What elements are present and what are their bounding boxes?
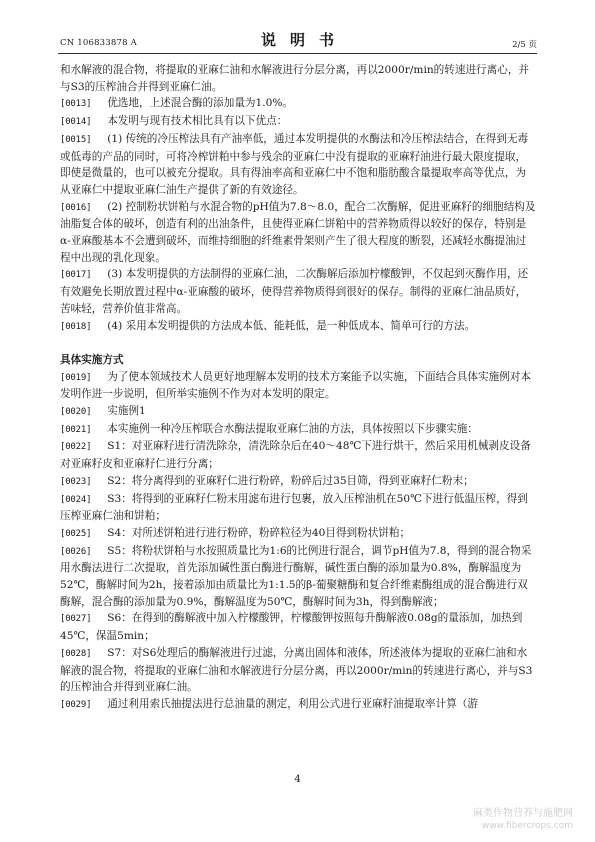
- paragraph-number: [0020]: [60, 407, 92, 418]
- document-title: 说明书: [260, 31, 348, 49]
- paragraph-text: 本实施例一种冷压榨联合水酶法提取亚麻仁油的方法，具体按照以下步骤实施：: [107, 422, 478, 435]
- paragraph: [60, 266, 536, 317]
- paragraph-text: S3：将得到的亚麻籽仁粉末用滤布进行包裹，放入压榨油机在50℃下进行低温压榨，得到压榨亚麻仁油和饼粕；: [60, 492, 528, 523]
- paragraph-number: [0021]: [60, 424, 92, 435]
- paragraph: [60, 95, 536, 113]
- paragraph: [60, 403, 536, 421]
- paragraph: [60, 610, 536, 644]
- paragraph-number: [0027]: [60, 614, 92, 625]
- paragraph: [60, 645, 536, 696]
- paragraph-text: 为了使本领域技术人员更好地理解本发明的技术方案能予以实施，下面结合具体实施例对本发明作进一步说明，但所举实施例不作为对本发明的限定。: [60, 370, 531, 401]
- paragraph-number: [0014]: [60, 117, 92, 128]
- paragraph: [60, 113, 536, 131]
- paragraph-number: [0023]: [60, 476, 92, 487]
- paragraph: [60, 438, 536, 472]
- paragraph-number: [0026]: [60, 546, 92, 557]
- paragraph: [60, 131, 536, 199]
- paragraph-text: 实施例1: [107, 405, 146, 418]
- watermark-text: 麻类作物营养与施肥网: [473, 808, 573, 819]
- page-indicator: 2/5 页: [512, 40, 537, 50]
- paragraph-text: S4：对所述饼粕进行进行粉碎，粉碎粒径为40目得到粉状饼粕；: [107, 526, 411, 539]
- paragraph-text: (3) 本发明提供的方法制得的亚麻仁油，二次酶解后添加柠檬酸钾，不仅起到灭酶作用，还有效避免长期放置过程中α-亚麻酸的破坏，使得营养物质得到很好的保存。制得的亚麻仁油品质好，苦味轻，营养价值非常高。: [60, 268, 529, 315]
- paragraph: [60, 696, 536, 714]
- paragraph-text: (2) 控制粉状饼粕与水混合物的pH值为7.8～8.0，配合二次酶解，促进亚麻籽的细胞结构及油脂复合体的破坏，创造有利的出油条件，且使得亚麻仁饼粕中的营养物质得以较好的保存，特别是α-亚麻酸基本不会遭到破坏，而维持细胞的纤维素骨架则产生了很大程度的断裂，还减轻水酶提油过程中出现的乳化现象。: [60, 200, 536, 264]
- paragraph-text: S7：对S6处理后的酶解液进行过滤，分离出固体和液体，所述液体为提取的亚麻仁油和水解液的混合物，将提取的亚麻仁油和水解液进行分层分离，再以2000r/min的转速进行离心，并与S3的压榨油合并得到亚麻仁油。: [60, 646, 533, 694]
- paragraph: [60, 473, 536, 491]
- paragraph-text: S6：在得到的酶解液中加入柠檬酸钾，柠檬酸钾按照每升酶解液0.08g的量添加，加热到45℃，保温5min；: [60, 612, 523, 643]
- patent-number: CN 106833878 A: [60, 38, 137, 48]
- page-header: [0, 0, 595, 62]
- paragraph-number: [0028]: [60, 648, 92, 659]
- paragraph: [60, 318, 536, 336]
- section-heading: [60, 352, 536, 369]
- paragraph-text: (4) 采用本发明提供的方法成本低、能耗低，是一种低成本、简单可行的方法。: [107, 319, 476, 332]
- paragraph-number: [0015]: [60, 134, 92, 145]
- document-body: [60, 62, 536, 714]
- page-number: 4: [294, 774, 301, 785]
- paragraph-number: [0024]: [60, 494, 92, 505]
- paragraph-text: S1：对亚麻籽进行清洗除杂，清洗除杂后在40～48℃下进行烘干，然后采用机械剥皮设备对亚麻籽皮和亚麻籽仁进行分离；: [60, 440, 531, 471]
- paragraph-gap: [60, 335, 536, 352]
- paragraph: [60, 543, 536, 611]
- paragraph-text: 和水解液的混合物，将提取的亚麻仁油和水解液进行分层分离，再以2000r/min的转速进行离心，并与S3的压榨油合并得到亚麻仁油。: [60, 64, 530, 93]
- paragraph-text: 本发明与现有技术相比具有以下优点：: [107, 115, 288, 128]
- site-watermark: [473, 808, 573, 832]
- section-heading-text: 具体实施方式: [60, 353, 124, 366]
- watermark-url: www.fibercrops.com: [482, 821, 573, 831]
- header-divider: [58, 53, 537, 54]
- paragraph-text: S5：将粉状饼粕与水按照质量比为1:6的比例进行混合，调节pH值为7.8，得到的混合物采用水酶法进行二次提取，首先添加碱性蛋白酶进行酶解，碱性蛋白酶的添加量为0.8%，酶解温度为52℃，酶解时间为2h，接着添加由质量比为1:1.5的β-葡聚糖酶和复合纤维素酶组成的混合酶进行双酶解，混合酶的添加量为0.9%，酶解温度为50℃，酶解时间为3h，得到酶解液；: [60, 544, 532, 608]
- paragraph: [60, 369, 536, 403]
- paragraph-number: [0013]: [60, 99, 92, 110]
- paragraph-text: (1) 传统的冷压榨法具有产油率低，通过本发明提供的水酶法和冷压榨法结合，在得到无毒或低毒的产品的同时，可将冷榨饼粕中参与残余的亚麻仁中没有提取的亚麻籽油进行最大限度提取，即使是微量的，也可以被充分提取。具有得油率高和亚麻仁中不饱和脂肪酸含量提取率高等优点，为从亚麻仁中提取亚麻仁油生产提供了新的有效途径。: [60, 132, 529, 196]
- paragraph: [60, 491, 536, 525]
- paragraph-number: [0025]: [60, 528, 92, 539]
- paragraph: [60, 525, 536, 543]
- paragraph-number: [0018]: [60, 321, 92, 332]
- paragraph: [60, 62, 536, 95]
- paragraph-number: [0029]: [60, 700, 92, 710]
- paragraph-text: 通过利用索氏抽提法进行总油量的测定，利用公式进行亚麻籽油提取率计算（游: [107, 698, 478, 710]
- paragraph-text: 优选地，上述混合酶的添加量为1.0%。: [107, 97, 294, 110]
- paragraph-number: [0017]: [60, 270, 92, 281]
- paragraph-number: [0022]: [60, 442, 92, 453]
- paragraph: [60, 199, 536, 267]
- paragraph: [60, 421, 536, 439]
- paragraph-number: [0019]: [60, 372, 92, 383]
- paragraph-number: [0016]: [60, 202, 92, 213]
- paragraph-text: S2：将分离得到的亚麻籽仁进行粉碎，粉碎后过35目筛，得到亚麻籽仁粉末；: [107, 474, 474, 487]
